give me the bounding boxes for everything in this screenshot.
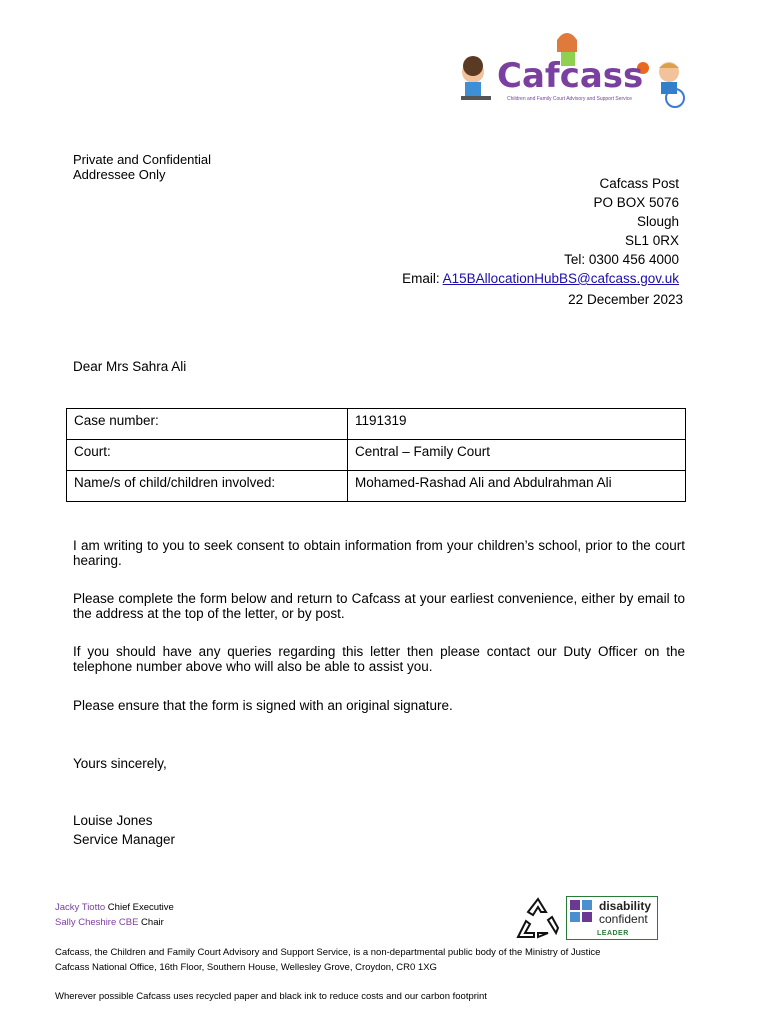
signatory bbox=[73, 811, 175, 849]
person-name: Sally Cheshire CBE bbox=[55, 917, 139, 928]
signatory-title: Service Manager bbox=[73, 832, 176, 847]
closing: Yours sincerely, bbox=[73, 756, 167, 771]
salutation: Dear Mrs Sahra Ali bbox=[73, 359, 187, 374]
footer-person bbox=[55, 915, 174, 930]
person-role: Chair bbox=[138, 917, 164, 928]
body-paragraph: Please complete the form below and return to Cafcass at your earliest convenience, either by email to the address at the top of the letter, or by post. bbox=[73, 591, 685, 621]
address-line: SL1 0RX bbox=[624, 233, 679, 248]
table-cell-value: 1191319 bbox=[348, 409, 686, 440]
badge-square bbox=[570, 912, 580, 922]
footer-body-line: Cafcass, the Children and Family Court Advisory and Support Service, is a non-departmental public body of the Ministry of Justice bbox=[55, 947, 601, 958]
footer-person bbox=[55, 900, 174, 915]
sender-address bbox=[402, 174, 679, 288]
person-name: Jacky Tiotto bbox=[55, 902, 106, 913]
badge-square bbox=[582, 900, 592, 910]
addressee-line: Addressee Only bbox=[73, 167, 166, 182]
signatory-name: Louise Jones bbox=[73, 813, 153, 828]
footer-recycle-line: Wherever possible Cafcass uses recycled paper and black ink to reduce costs and our carbon footprint bbox=[55, 991, 487, 1002]
badge-line2: confident bbox=[599, 912, 648, 926]
logo-wordmark: Cafcass bbox=[497, 56, 644, 96]
table-cell-value: Mohamed-Rashad Ali and Abdulrahman Ali bbox=[348, 471, 686, 502]
badge-square bbox=[570, 900, 580, 910]
badge-line3: LEADER bbox=[597, 930, 629, 937]
address-line: Cafcass Post bbox=[599, 176, 679, 191]
recycle-icon bbox=[512, 895, 564, 941]
email-link[interactable]: A15BAllocationHubBS@cafcass.gov.uk bbox=[442, 271, 679, 286]
cafcass-logo bbox=[455, 28, 690, 108]
case-details-table bbox=[66, 408, 686, 502]
table-row bbox=[67, 409, 686, 440]
confidential-notice bbox=[73, 152, 211, 182]
body-paragraph: Please ensure that the form is signed with an original signature. bbox=[73, 698, 453, 713]
badge-square bbox=[582, 912, 592, 922]
address-line: Slough bbox=[636, 214, 679, 229]
footer-office-line: Cafcass National Office, 16th Floor, Southern House, Wellesley Grove, Croydon, CR0 1XG bbox=[55, 962, 437, 973]
body-paragraph: If you should have any queries regarding this letter then please contact our Duty Officer on the telephone number above who will also be able to assist you. bbox=[73, 644, 685, 674]
table-cell-value: Central – Family Court bbox=[348, 440, 686, 471]
body-paragraph: I am writing to you to seek consent to obtain information from your children’s school, prior to the court hearing. bbox=[73, 538, 685, 568]
email-label: Email: bbox=[402, 271, 443, 286]
letter-date: 22 December 2023 bbox=[568, 292, 683, 307]
table-cell-label: Court: bbox=[67, 440, 348, 471]
footer-leadership bbox=[55, 900, 174, 930]
address-line: PO BOX 5076 bbox=[593, 195, 679, 210]
table-row bbox=[67, 471, 686, 502]
address-line: Tel: 0300 456 4000 bbox=[564, 252, 679, 267]
person-role: Chief Executive bbox=[105, 902, 174, 913]
email-line bbox=[402, 269, 679, 288]
table-cell-label: Case number: bbox=[67, 409, 348, 440]
logo-tagline: Children and Family Court Advisory and Support Service bbox=[507, 96, 633, 102]
table-row bbox=[67, 440, 686, 471]
disability-confident-badge bbox=[566, 896, 658, 940]
table-cell-label: Name/s of child/children involved: bbox=[67, 471, 348, 502]
confidential-line: Private and Confidential bbox=[73, 152, 212, 167]
badge-line1: disability bbox=[599, 899, 652, 913]
